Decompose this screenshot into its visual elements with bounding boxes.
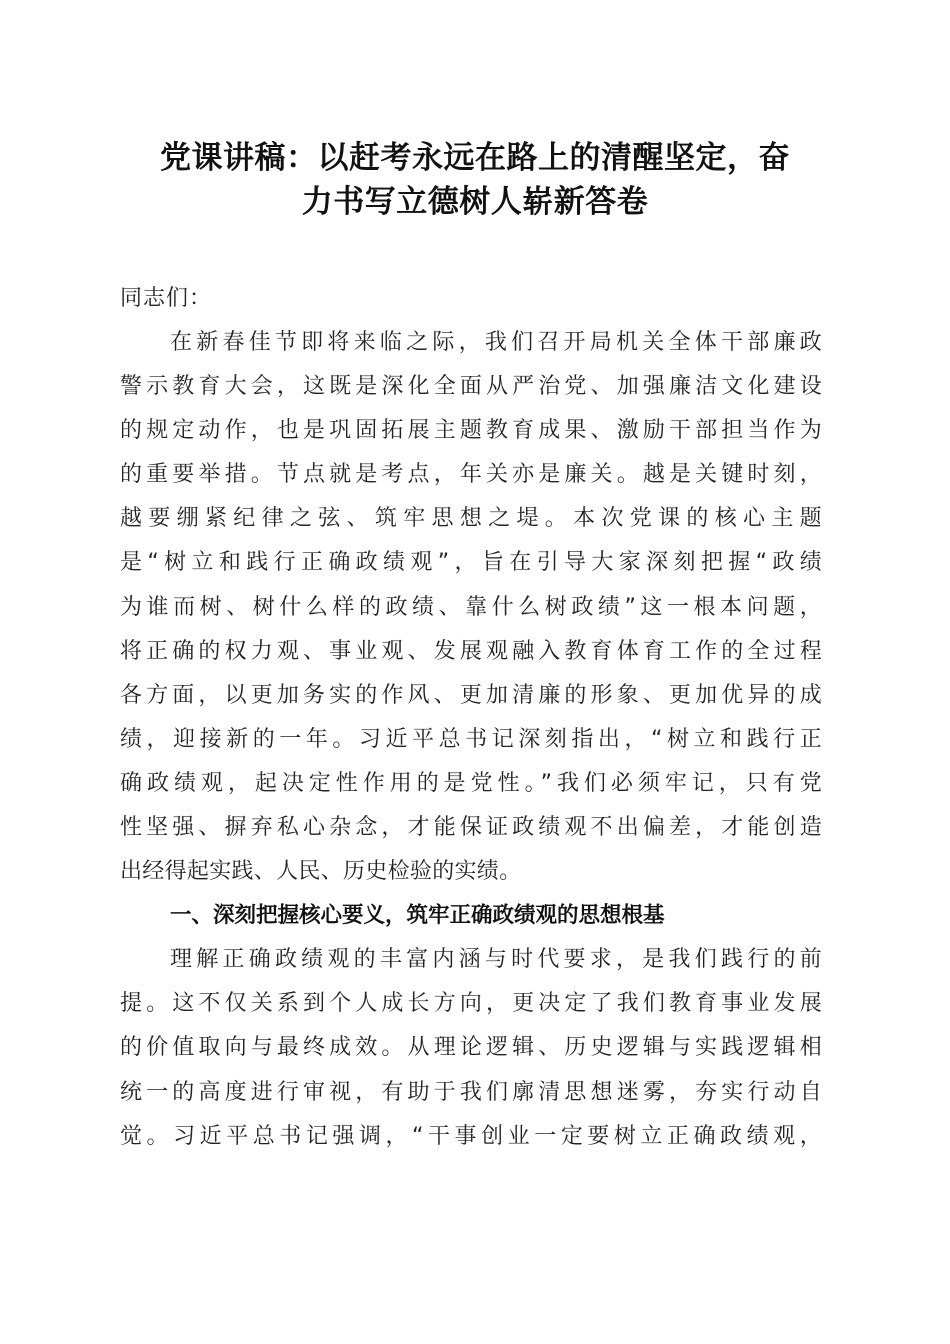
text-line: 理解正确政绩观的丰富内涵与时代要求，是我们践行的前 xyxy=(170,947,822,973)
title-line-1: 党课讲稿：以赶考永远在路上的清醒坚定，奋 xyxy=(160,140,790,176)
paragraph-intro xyxy=(120,321,822,894)
text-line: 是“树立和践行正确政绩观”，旨在引导大家深刻把握“政绩 xyxy=(120,550,822,576)
text-line: 统一的高度进行审视，有助于我们廓清思想迷雾，夯实行动自 xyxy=(120,1079,822,1105)
text-line: 性坚强、摒弃私心杂念，才能保证政绩观不出偏差，才能创造 xyxy=(120,815,822,841)
text-line: 在新春佳节即将来临之际，我们召开局机关全体干部廉政 xyxy=(170,330,822,355)
greeting: 同志们： xyxy=(120,286,213,311)
text-line: 的规定动作，也是巩固拓展主题教育成果、激励干部担当作为 xyxy=(120,418,822,444)
paragraph-section-1 xyxy=(120,938,822,1158)
text-line: 将正确的权力观、事业观、发展观融入教育体育工作的全过程 xyxy=(120,638,822,664)
text-line: 警示教育大会，这既是深化全面从严治党、加强廉洁文化建设 xyxy=(120,374,822,400)
text-line: 的重要举措。节点就是考点，年关亦是廉关。越是关键时刻， xyxy=(120,462,822,488)
document-body xyxy=(120,277,822,1159)
text-line: 出经得起实践、人民、历史检验的实绩。 xyxy=(120,859,522,885)
text-line: 提。这不仅关系到个人成长方向，更决定了我们教育事业发展 xyxy=(120,991,822,1017)
text-line: 越要绷紧纪律之弦、筑牢思想之堤。本次党课的核心主题 xyxy=(120,506,822,532)
section-heading-1: 一、深刻把握核心要义，筑牢正确政绩观的思想根基 xyxy=(170,903,665,929)
title-line-2: 力书写立德树人崭新答卷 xyxy=(301,184,649,220)
text-line: 为谁而树、树什么样的政绩、靠什么树政绩”这一根本问题， xyxy=(120,594,822,620)
text-line: 各方面，以更加务实的作风、更加清廉的形象、更加优异的成 xyxy=(120,682,822,708)
text-line: 的价值取向与最终成效。从理论逻辑、历史逻辑与实践逻辑相 xyxy=(120,1035,822,1061)
document-title xyxy=(100,136,850,224)
text-line: 确政绩观，起决定性作用的是党性。”我们必须牢记，只有党 xyxy=(120,770,822,796)
text-line: 绩，迎接新的一年。习近平总书记深刻指出，“树立和践行正 xyxy=(120,726,822,752)
text-line: 觉。习近平总书记强调，“干事创业一定要树立正确政绩观， xyxy=(120,1123,822,1149)
